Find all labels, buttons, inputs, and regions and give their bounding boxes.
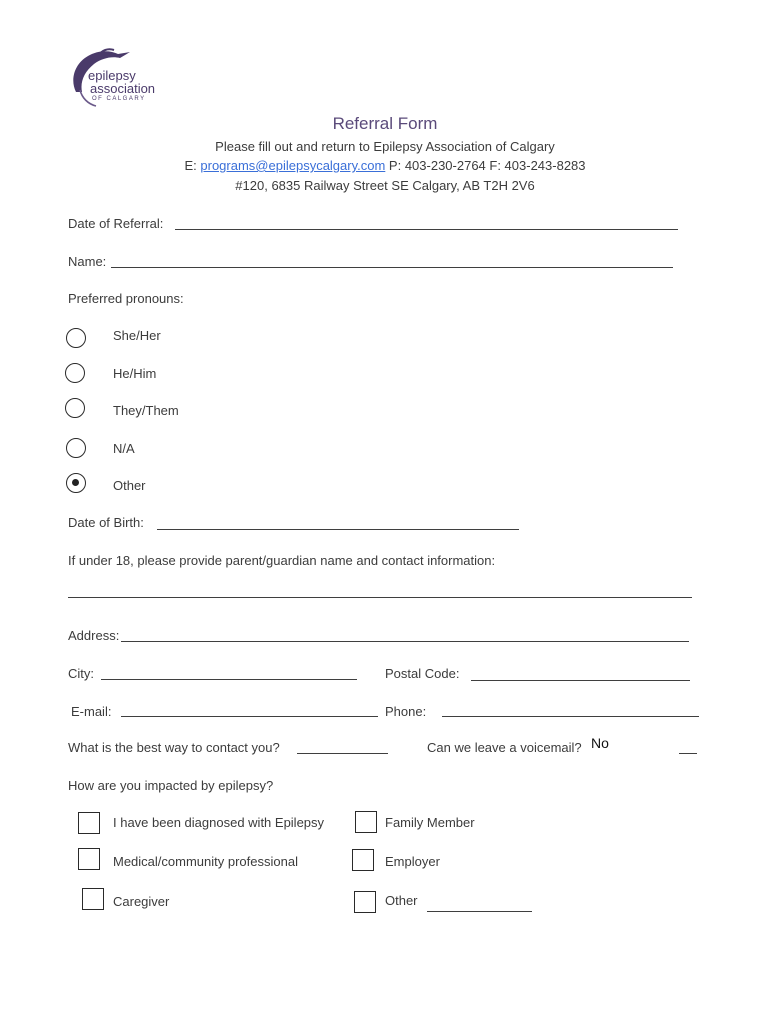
pronoun-label-other: Other	[113, 478, 146, 493]
date-of-referral-field[interactable]	[175, 229, 678, 230]
pronoun-label-he-him: He/Him	[113, 366, 157, 381]
pronoun-radio-she-her[interactable]	[66, 328, 86, 348]
email-link[interactable]: programs@epilepsycalgary.com	[200, 158, 386, 173]
checkbox-caregiver[interactable]	[82, 888, 104, 910]
phone-field[interactable]	[442, 716, 699, 717]
contact-prefix: E:	[184, 158, 201, 173]
email-label: E-mail:	[71, 704, 112, 719]
phone-label: Phone:	[385, 704, 427, 719]
date-of-birth-label: Date of Birth:	[68, 515, 144, 530]
postal-code-label: Postal Code:	[385, 666, 460, 681]
association-address: #120, 6835 Railway Street SE Calgary, AB T2H 2V6	[235, 178, 535, 193]
pronoun-radio-other[interactable]	[66, 473, 86, 493]
option-family-member: Family Member	[385, 815, 475, 830]
option-employer: Employer	[385, 854, 440, 869]
logo-line-3: OF CALGARY	[92, 96, 146, 102]
address-label: Address:	[68, 628, 120, 643]
contact-phone-fax: P: 403-230-2764 F: 403-243-8283	[385, 158, 586, 173]
logo-line-2: association	[90, 81, 156, 96]
city-field[interactable]	[101, 679, 357, 680]
name-label: Name:	[68, 254, 107, 269]
checkbox-other[interactable]	[354, 891, 376, 913]
voicemail-field[interactable]	[679, 753, 697, 754]
address-field[interactable]	[121, 641, 689, 642]
pronouns-label: Preferred pronouns:	[68, 291, 184, 306]
voicemail-value[interactable]: No	[591, 735, 609, 751]
option-diagnosed: I have been diagnosed with Epilepsy	[113, 815, 325, 830]
contact-way-label: What is the best way to contact you?	[68, 740, 280, 755]
other-impact-field[interactable]	[427, 911, 532, 912]
postal-code-field[interactable]	[471, 680, 690, 681]
pronoun-radio-na[interactable]	[66, 438, 86, 458]
checkbox-family-member[interactable]	[355, 811, 377, 833]
voicemail-label: Can we leave a voicemail?	[427, 740, 582, 755]
pronoun-radio-he-him[interactable]	[65, 363, 85, 383]
pronoun-label-na: N/A	[113, 441, 135, 456]
option-caregiver: Caregiver	[113, 894, 170, 909]
form-subtitle: Please fill out and return to Epilepsy Association of Calgary	[215, 139, 555, 154]
radio-selected-dot	[72, 479, 79, 486]
logo-line-1: epilepsy	[88, 68, 136, 83]
logo	[68, 46, 168, 108]
pronoun-radio-they-them[interactable]	[65, 398, 85, 418]
guardian-label: If under 18, please provide parent/guardian name and contact information:	[68, 553, 496, 568]
checkbox-diagnosed[interactable]	[78, 812, 100, 834]
email-field[interactable]	[121, 716, 378, 717]
checkbox-professional[interactable]	[78, 848, 100, 870]
pronoun-label-she-her: She/Her	[113, 328, 161, 343]
date-of-birth-field[interactable]	[157, 529, 519, 530]
guardian-field[interactable]	[68, 597, 692, 598]
city-label: City:	[68, 666, 94, 681]
name-field[interactable]	[111, 267, 673, 268]
checkbox-employer[interactable]	[352, 849, 374, 871]
contact-way-field[interactable]	[297, 753, 388, 754]
impacted-label: How are you impacted by epilepsy?	[68, 778, 274, 793]
form-title: Referral Form	[332, 114, 438, 133]
option-other: Other	[385, 893, 418, 908]
option-professional: Medical/community professional	[113, 854, 298, 869]
contact-line	[0, 158, 770, 173]
date-of-referral-label: Date of Referral:	[68, 216, 164, 231]
pronoun-label-they-them: They/Them	[113, 403, 179, 418]
